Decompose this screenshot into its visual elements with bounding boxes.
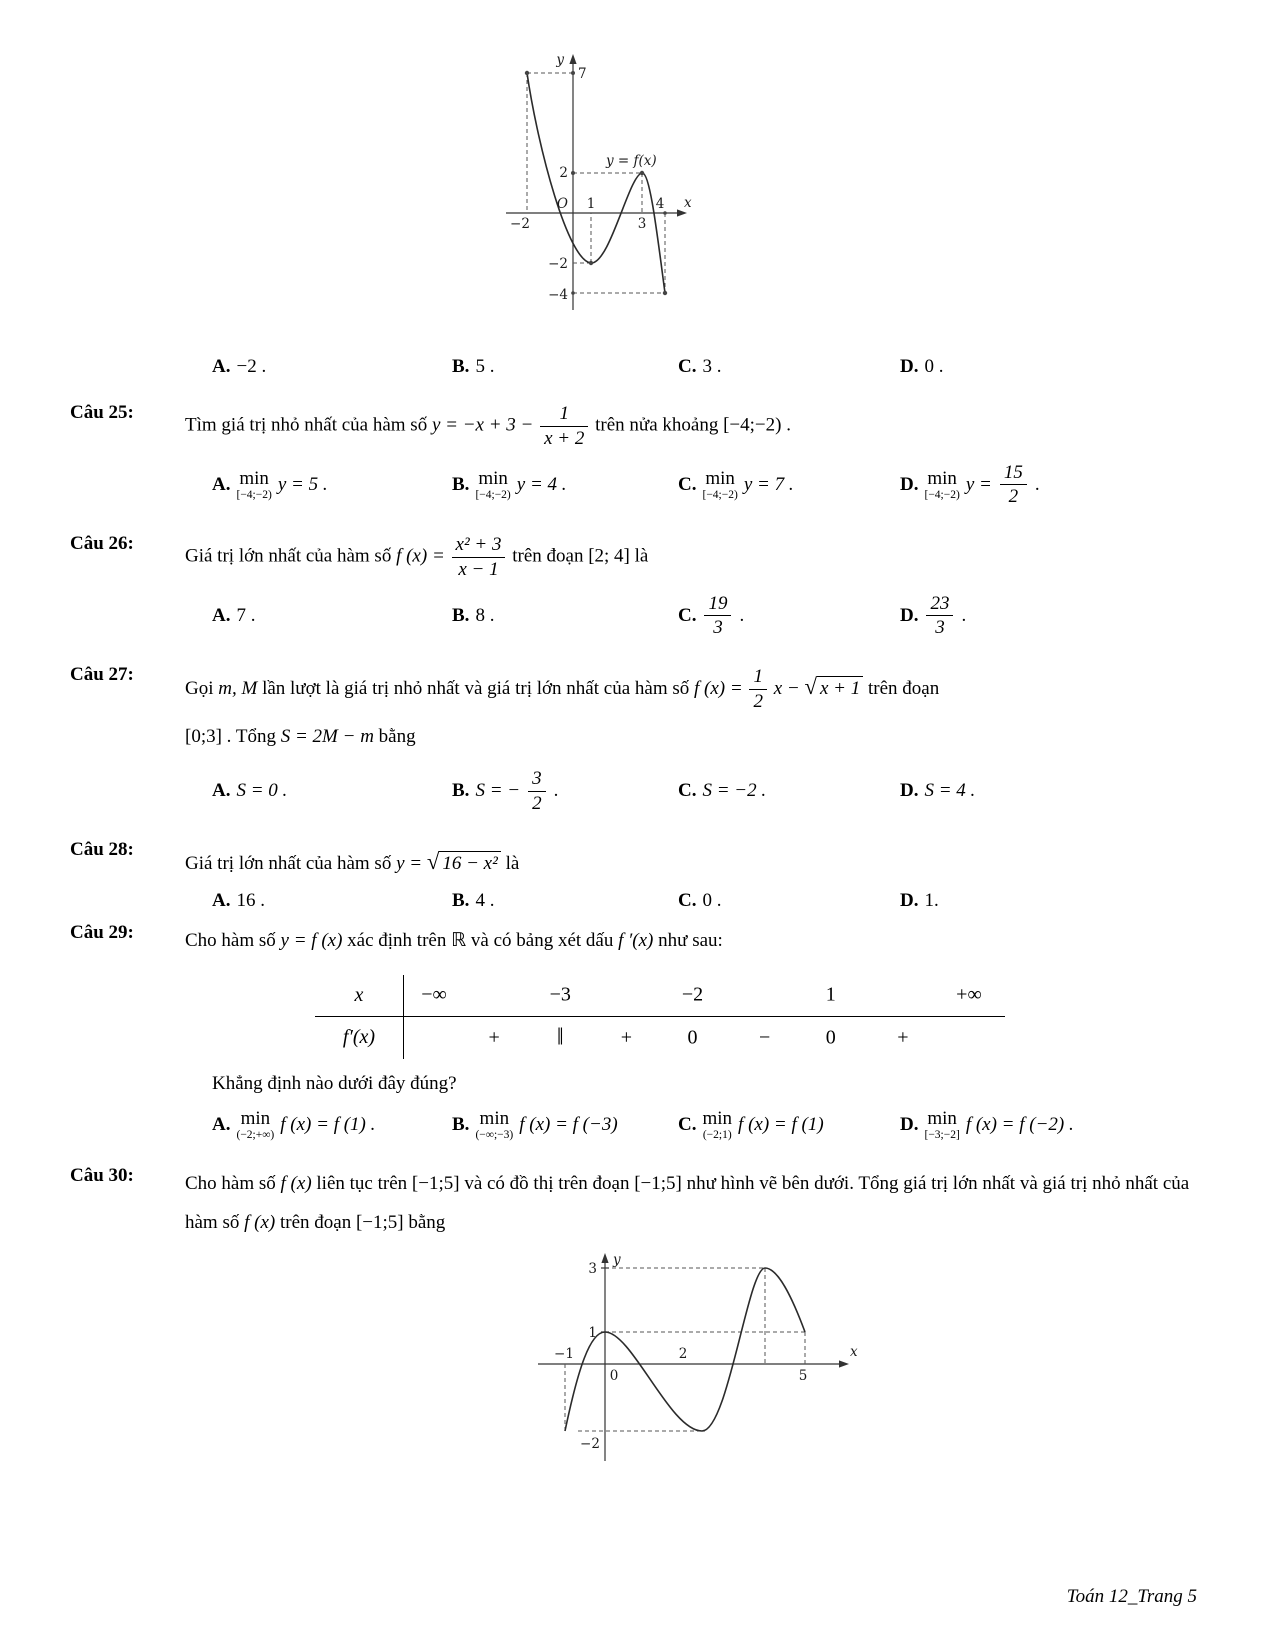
sign: +	[488, 1026, 500, 1049]
option-b-eq: f (x) = f (−3)	[519, 1114, 618, 1136]
option-a-label: A.	[212, 1114, 231, 1136]
option-d-label: D.	[900, 1114, 919, 1136]
question-29-options	[212, 1109, 1205, 1141]
stem-text: như sau:	[658, 930, 723, 952]
sign-table	[315, 975, 1005, 1059]
stem-text: liên tục trên	[316, 1173, 408, 1195]
option-d-eq: y =	[965, 473, 992, 495]
x-axis-label: x	[683, 195, 692, 211]
y-axis-arrow	[601, 1253, 608, 1263]
option-b-text: 8 .	[475, 604, 495, 626]
tick-0: 0	[609, 1368, 619, 1385]
option-c-label: C.	[678, 604, 697, 626]
question-28-options	[212, 890, 1205, 912]
option-d-label: D.	[900, 356, 919, 377]
question-30	[70, 1165, 1205, 1483]
option-c	[678, 592, 900, 641]
question-26-label: Câu 26:	[70, 533, 134, 554]
option-c-eq: f (x) = f (1)	[738, 1114, 824, 1136]
option-c-dot: .	[739, 604, 745, 626]
option-a	[212, 605, 452, 627]
x-value: 1	[825, 983, 836, 1006]
stem-text: trên đoạn	[867, 678, 940, 699]
option-c-text: 0 .	[702, 890, 722, 912]
question-28	[70, 839, 1205, 914]
square-root: √ x + 1	[804, 678, 863, 699]
option-a-eq: f (x) = f (1) .	[280, 1114, 376, 1136]
stem-text: bằng	[408, 1212, 446, 1234]
min-operator: min (−2;+∞)	[236, 1108, 275, 1142]
x-header: x	[354, 983, 364, 1006]
option-c	[678, 890, 900, 912]
option-d-text: S = 4 .	[924, 780, 976, 802]
graph-svg-q24	[478, 48, 798, 330]
option-d	[900, 890, 939, 912]
formula: S = 2M − m	[280, 725, 374, 747]
fprime-header: f′(x)	[342, 1026, 376, 1049]
tick-3: 3	[588, 1261, 597, 1278]
option-b	[452, 1109, 678, 1141]
option-c-eq: y = 7 .	[743, 473, 794, 495]
tick-3: 3	[637, 216, 646, 232]
option-d-dot: .	[961, 604, 967, 626]
stem-text: và có đồ thị trên đoạn	[464, 1173, 630, 1195]
square-root: √ 16 − x²	[427, 853, 501, 874]
option-d-text: 1.	[924, 890, 939, 912]
double-bar: ‖	[556, 1024, 564, 1051]
tick-2: 2	[558, 165, 568, 181]
min-operator: min [−3;−2]	[924, 1108, 960, 1142]
stem-text: như hình vẽ bên dưới. Tổng giá trị lớn nhất và giá trị nhỏ nhất của hàm số	[185, 1173, 1190, 1234]
option-a-text: −2 .	[236, 356, 267, 377]
sign: +	[897, 1026, 909, 1049]
question-27-label: Câu 27:	[70, 664, 134, 685]
min-operator: min [−4;−2)	[475, 467, 511, 501]
fraction: $\frac{23}{3}$	[924, 592, 955, 641]
question-29-label: Câu 29:	[70, 922, 134, 944]
formula: f (x) =	[396, 545, 445, 567]
fraction: $\frac{3}{2}$	[526, 767, 548, 816]
option-a-text: 7 .	[236, 604, 256, 626]
option-b-label: B.	[452, 604, 470, 626]
question-25-label: Câu 25:	[70, 402, 134, 423]
stem-text: và có bảng xét dấu	[470, 930, 614, 952]
fraction: $\frac{1}{x + 2}$	[538, 402, 590, 451]
question-29	[70, 922, 1205, 1143]
option-c-label: C.	[678, 1114, 697, 1136]
option-c	[678, 356, 900, 378]
stem-text: trên đoạn	[512, 545, 584, 567]
option-c	[678, 469, 900, 501]
function-graph-q30	[520, 1249, 870, 1483]
option-d-eq: f (x) = f (−2) .	[965, 1114, 1074, 1136]
interval: [2; 4]	[588, 545, 630, 567]
option-b	[452, 890, 678, 912]
question-28-stem	[185, 839, 1205, 886]
y-axis-label: y	[613, 1252, 621, 1269]
sign: −	[758, 1026, 771, 1049]
option-d-label: D.	[900, 604, 919, 626]
option-c-label: C.	[678, 890, 697, 912]
stem-text: xác định trên	[347, 930, 447, 952]
option-c-label: C.	[678, 473, 697, 495]
question-27-stem-line2	[185, 718, 1205, 757]
option-b-label: B.	[452, 890, 470, 912]
option-a-label: A.	[212, 356, 231, 377]
option-b-text: 5 .	[475, 356, 495, 377]
function-graph-f	[478, 48, 798, 336]
fraction: $\frac{15}{2}$	[998, 461, 1029, 510]
question-30-stem	[185, 1165, 1205, 1243]
interval: [0;3] .	[185, 725, 232, 747]
option-c	[678, 1109, 900, 1141]
formula: f (x)	[280, 1173, 312, 1195]
option-d	[900, 461, 1040, 510]
option-d	[900, 780, 975, 802]
option-d-label: D.	[900, 890, 919, 912]
stem-text: Gọi	[185, 678, 214, 699]
question-25-stem	[185, 402, 1205, 451]
option-d-text: 0 .	[924, 356, 944, 377]
page-footer: Toán 12_Trang 5	[1066, 1586, 1197, 1607]
question-30-label: Câu 30:	[70, 1165, 134, 1187]
tick-2: 2	[678, 1346, 688, 1363]
stem-text: trên đoạn	[279, 1212, 352, 1234]
x-axis-label: x	[850, 1344, 858, 1361]
formula: f ′(x)	[618, 930, 654, 952]
tick-minus4: −4	[547, 287, 568, 303]
option-b-label: B.	[452, 473, 470, 495]
interval: [−1;5]	[411, 1173, 460, 1195]
stem-text: trên nửa khoảng	[595, 414, 719, 436]
stem-text: Cho hàm số	[185, 1173, 276, 1195]
curve-label: y = f(x)	[605, 153, 657, 169]
sign-table-fprime-row	[315, 1017, 1005, 1059]
formula: y =	[396, 853, 423, 875]
option-b	[452, 356, 678, 378]
tick-minus2-x: −2	[509, 216, 530, 232]
question-24-label-spacer	[70, 346, 185, 380]
fraction: $\frac{19}{3}$	[702, 592, 733, 641]
origin-label: O	[556, 196, 568, 212]
option-d-label: D.	[900, 780, 919, 802]
option-a-label: A.	[212, 890, 231, 912]
question-27-options	[212, 767, 1205, 816]
min-operator: min [−4;−2)	[236, 467, 272, 501]
min-operator: min (−2;1)	[702, 1108, 733, 1142]
option-b-eq: y = 4 .	[516, 473, 567, 495]
x-axis-arrow	[839, 1361, 849, 1368]
option-d-dot: .	[1034, 473, 1040, 495]
option-a-label: A.	[212, 473, 231, 495]
formula: y = −x + 3 −	[431, 414, 534, 436]
stem-text: Giá trị lớn nhất của hàm số	[185, 853, 392, 875]
real-numbers-symbol: ℝ	[451, 930, 467, 952]
option-a	[212, 1109, 452, 1141]
tick-4: 4	[655, 196, 664, 212]
option-a	[212, 780, 452, 802]
option-a-text: S = 0 .	[236, 780, 288, 802]
tick-1: 1	[586, 196, 595, 212]
option-b-pre: S = −	[475, 780, 521, 802]
fraction: $\frac{\text{x² + 3}}{x - 1}$	[450, 533, 508, 582]
sign: 0	[687, 1026, 698, 1049]
variables: m, M	[218, 678, 258, 699]
formula: f (x) =	[694, 678, 743, 699]
option-a	[212, 890, 452, 912]
option-b-label: B.	[452, 356, 470, 377]
option-c-text: S = −2 .	[702, 780, 767, 802]
option-d-label: D.	[900, 473, 919, 495]
y-axis-arrow	[569, 54, 576, 64]
option-b-text: 4 .	[475, 890, 495, 912]
option-d	[900, 356, 943, 378]
x-value: +∞	[956, 983, 982, 1006]
option-b	[452, 469, 678, 501]
interval: [−1;5]	[355, 1212, 404, 1234]
option-a-label: A.	[212, 780, 231, 802]
sign: +	[620, 1026, 632, 1049]
formula: f (x)	[244, 1212, 276, 1234]
question-27-stem	[185, 664, 1205, 714]
tick-minus2-y: −2	[547, 256, 568, 272]
stem-text: Tổng	[235, 725, 276, 747]
question-26	[70, 533, 1205, 642]
option-c-label: C.	[678, 356, 697, 377]
y-axis-label: y	[555, 52, 564, 68]
stem-text: Giá trị lớn nhất của hàm số	[185, 545, 392, 567]
question-24-options	[212, 356, 1205, 378]
option-b	[452, 605, 678, 627]
stem-text: bằng	[378, 725, 416, 747]
stem-text: Cho hàm số	[185, 930, 276, 952]
stem-text: là	[505, 853, 520, 875]
tick-minus2: −2	[580, 1436, 600, 1453]
tick-minus1: −1	[554, 1346, 574, 1363]
x-value: −2	[681, 983, 704, 1006]
min-operator: min (−∞;−3)	[475, 1108, 514, 1142]
fraction: $\frac{1}{2}$	[747, 665, 769, 714]
stem-text: Tìm giá trị nhỏ nhất của hàm số	[185, 414, 428, 436]
interval: [−4;−2) .	[723, 414, 791, 436]
option-d	[900, 592, 966, 641]
option-a	[212, 469, 452, 501]
sign: 0	[825, 1026, 836, 1049]
option-a-eq: y = 5 .	[277, 473, 328, 495]
question-26-stem	[185, 533, 1205, 582]
option-b	[452, 767, 678, 816]
option-b-label: B.	[452, 780, 470, 802]
question-25	[70, 402, 1205, 511]
question-28-label: Câu 28:	[70, 839, 134, 861]
formula: y = f (x)	[280, 930, 343, 952]
option-a-label: A.	[212, 604, 231, 626]
tick-7: 7	[577, 66, 587, 82]
stem-text: là	[634, 545, 649, 567]
min-operator: min [−4;−2)	[702, 467, 738, 501]
option-c-label: C.	[678, 780, 697, 802]
option-a-text: 16 .	[236, 890, 265, 912]
option-c-text: 3 .	[702, 356, 722, 377]
graph-svg-q30	[520, 1249, 870, 1477]
question-29-ask: Khẳng định nào dưới đây đúng?	[212, 1072, 457, 1094]
question-27	[70, 664, 1205, 817]
option-b-label: B.	[452, 1114, 470, 1136]
interval: [−1;5]	[634, 1173, 682, 1195]
option-a	[212, 356, 452, 378]
question-24	[70, 346, 1205, 380]
option-b-dot: .	[553, 780, 559, 802]
min-operator: min [−4;−2)	[924, 467, 960, 501]
option-c	[678, 780, 900, 802]
question-25-options	[212, 461, 1205, 510]
tick-5: 5	[798, 1368, 808, 1385]
sign-table-x-row	[315, 975, 1005, 1017]
x-value: −3	[549, 983, 571, 1006]
question-26-options	[212, 592, 1205, 641]
x-value: −∞	[421, 983, 447, 1006]
stem-text: lần lượt là giá trị nhỏ nhất và giá trị lớn nhất của hàm số	[262, 678, 690, 699]
formula: x −	[773, 678, 800, 699]
tick-1: 1	[588, 1325, 597, 1342]
option-d	[900, 1109, 1074, 1141]
question-29-stem	[185, 922, 1205, 961]
